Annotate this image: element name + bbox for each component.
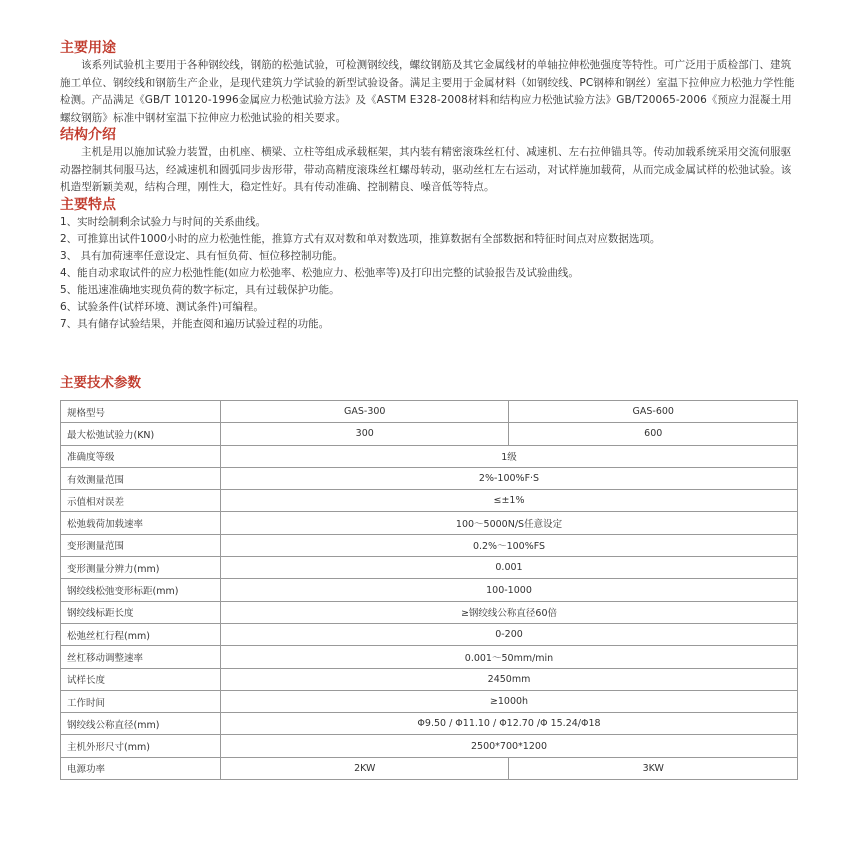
features-list bbox=[60, 214, 800, 333]
feature-item: 1、实时绘制剩余试验力与时间的关系曲线。 bbox=[60, 215, 267, 228]
usage-title: 主要用途 bbox=[60, 40, 116, 56]
table-row bbox=[61, 557, 798, 579]
table-row bbox=[61, 467, 798, 489]
row-label: 丝杠移动调整速率 bbox=[61, 646, 221, 668]
row-label: 准确度等级 bbox=[61, 445, 221, 467]
row-label: 松弛载荷加载速率 bbox=[61, 512, 221, 534]
row-value: ≥钢绞线公称直径60倍 bbox=[221, 601, 798, 623]
feature-item: 4、能自动求取试件的应力松弛性能(如应力松弛率、松弛应力、松弛率等)及打印出完整的试验报告及试验曲线。 bbox=[60, 266, 579, 279]
content bbox=[60, 40, 800, 333]
row-value: Φ9.50 / Φ11.10 / Φ12.70 /Φ 15.24/Φ18 bbox=[221, 713, 798, 735]
row-value: 100～5000N/S任意设定 bbox=[221, 512, 798, 534]
row-value: 0.001～50mm/min bbox=[221, 646, 798, 668]
row-value: ≤±1% bbox=[221, 490, 798, 512]
feature-item: 3、 具有加荷速率任意设定、具有恒负荷、恒位移控制功能。 bbox=[60, 249, 344, 262]
row-label: 试样长度 bbox=[61, 668, 221, 690]
structure-text: 主机是用以施加试验力装置，由机座、横梁、立柱等组成承载框架，其内装有精密滚珠丝杠付、减速机、左右拉伸锚具等。传动加载系统采用交流伺服驱动器控制其伺服马达，经减速机和圆弧同步齿形带，带动高精度滚珠丝杠螺母转动，驱动丝杠左右运动，对试样施加载荷，从而完成金属试样的松弛试验。该机造型新颖美观，结构合理，刚性大，稳定性好。具有传动准确、控制精良、噪音低等特点。 bbox=[60, 146, 792, 193]
feature-item: 2、可推算出试件1000小时的应力松弛性能，推算方式有双对数和单对数选项，推算数据有全部数据和特征时间点对应数据选项。 bbox=[60, 232, 661, 245]
row-label: 变形测量分辨力(mm) bbox=[61, 557, 221, 579]
table-row bbox=[61, 423, 798, 445]
table-row bbox=[61, 534, 798, 556]
table-row bbox=[61, 445, 798, 467]
table-row bbox=[61, 668, 798, 690]
row-value: 0.001 bbox=[221, 557, 798, 579]
row-label: 主机外形尺寸(mm) bbox=[61, 735, 221, 757]
row-label: 最大松弛试验力(KN) bbox=[61, 423, 221, 445]
table-row bbox=[61, 601, 798, 623]
row-value: 300 bbox=[221, 423, 509, 445]
row-value: 2%-100%F·S bbox=[221, 467, 798, 489]
row-label: 钢绞线标距长度 bbox=[61, 601, 221, 623]
feature-item: 6、试验条件(试样环境、测试条件)可编程。 bbox=[60, 300, 264, 313]
row-value: 100-1000 bbox=[221, 579, 798, 601]
row-label: 有效测量范围 bbox=[61, 467, 221, 489]
table-row bbox=[61, 490, 798, 512]
row-label: 钢绞线松弛变形标距(mm) bbox=[61, 579, 221, 601]
features-title: 主要特点 bbox=[60, 196, 116, 213]
row-label: 电源功率 bbox=[61, 757, 221, 779]
table-row bbox=[61, 401, 798, 423]
row-value: 1级 bbox=[221, 445, 798, 467]
feature-item: 7、具有储存试验结果，并能查阅和遍历试验过程的功能。 bbox=[60, 317, 330, 330]
usage-text: 该系列试验机主要用于各种钢绞线，钢筋的松弛试验，可检测钢绞线，螺纹钢筋及其它金属线材的单轴拉伸松弛强度等特性。可广泛用于质检部门、建筑施工单位、钢绞线和钢筋生产企业，是现代建筑力学试验的新型试验设备。满足主要用于金属材料（如钢绞线、PC钢棒和钢丝）室温下拉伸应力松弛力学性能检测。产品满足《GB/T 10120-1996金属应力松弛试验方法》及《ASTM E328-2008材料和结构应力松弛试验方法》GB/T20065-2006《预应力混凝土用螺纹钢筋》标准中钢材室温下拉伸应力松弛试验的相关要求。 bbox=[60, 59, 795, 124]
row-label: 变形测量范围 bbox=[61, 534, 221, 556]
row-value: GAS-600 bbox=[509, 401, 798, 423]
table-row bbox=[61, 713, 798, 735]
row-label: 工作时间 bbox=[61, 690, 221, 712]
table-row bbox=[61, 690, 798, 712]
table-row bbox=[61, 579, 798, 601]
table-row bbox=[61, 623, 798, 645]
row-value: GAS-300 bbox=[221, 401, 509, 423]
row-value: 0.2%～100%FS bbox=[221, 534, 798, 556]
row-value: ≥1000h bbox=[221, 690, 798, 712]
row-value: 3KW bbox=[509, 757, 798, 779]
params-title: 主要技术参数 bbox=[60, 375, 141, 391]
row-label: 示值相对误差 bbox=[61, 490, 221, 512]
row-value: 2KW bbox=[221, 757, 509, 779]
row-label: 钢绞线公称直径(mm) bbox=[61, 713, 221, 735]
row-label: 规格型号 bbox=[61, 401, 221, 423]
table-row bbox=[61, 646, 798, 668]
row-value: 0-200 bbox=[221, 623, 798, 645]
row-value: 600 bbox=[509, 423, 798, 445]
row-value: 2450mm bbox=[221, 668, 798, 690]
table-row bbox=[61, 735, 798, 757]
specs-table bbox=[60, 400, 798, 780]
table-row bbox=[61, 512, 798, 534]
table-row bbox=[61, 757, 798, 779]
row-value: 2500*700*1200 bbox=[221, 735, 798, 757]
structure-title: 结构介绍 bbox=[60, 127, 116, 143]
feature-item: 5、能迅速准确地实现负荷的数字标定，具有过载保护功能。 bbox=[60, 283, 340, 296]
row-label: 松弛丝杠行程(mm) bbox=[61, 623, 221, 645]
